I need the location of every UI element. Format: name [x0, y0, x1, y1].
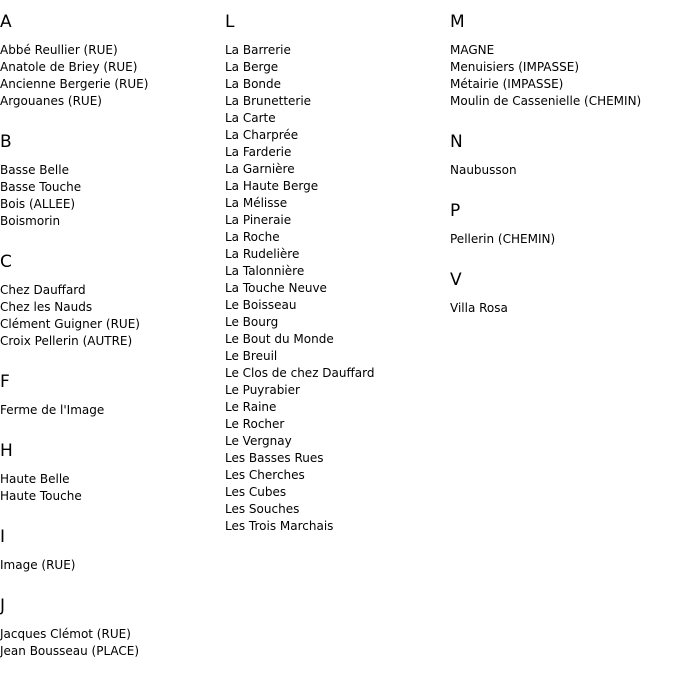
street-link[interactable]: Les Cherches [225, 468, 305, 482]
street-list-item [450, 59, 672, 76]
street-link[interactable]: Croix Pellerin (AUTRE) [0, 334, 133, 348]
street-list-item [225, 399, 447, 416]
letter-group [0, 527, 222, 574]
street-link[interactable]: La Talonnière [225, 264, 305, 278]
street-list-item [225, 42, 447, 59]
street-link[interactable]: Abbé Reullier (RUE) [0, 43, 118, 57]
street-link[interactable]: La Touche Neuve [225, 281, 327, 295]
street-link[interactable]: Ferme de l'Image [0, 403, 105, 417]
street-link[interactable]: La Haute Berge [225, 179, 319, 193]
street-link[interactable]: Le Breuil [225, 349, 278, 363]
street-link[interactable]: La Garnière [225, 162, 295, 176]
street-link[interactable]: Le Rocher [225, 417, 285, 431]
letter-group [0, 252, 222, 350]
street-list [0, 162, 222, 230]
street-link[interactable]: La Mélisse [225, 196, 288, 210]
street-list-item [0, 333, 222, 350]
street-link[interactable]: Le Boisseau [225, 298, 297, 312]
street-list-item [225, 195, 447, 212]
street-link[interactable]: Le Puyrabier [225, 383, 300, 397]
street-link[interactable]: Les Basses Rues [225, 451, 324, 465]
street-list-item [450, 300, 672, 317]
street-link[interactable]: Basse Belle [0, 163, 69, 177]
street-list-item [450, 93, 672, 110]
street-link[interactable]: La Brunetterie [225, 94, 312, 108]
street-list-item [225, 314, 447, 331]
street-list-item [0, 643, 222, 660]
street-link[interactable]: Haute Touche [0, 489, 82, 503]
street-list-item [225, 178, 447, 195]
street-list-item [225, 518, 447, 535]
letter-group [0, 12, 222, 110]
street-list-item [0, 179, 222, 196]
street-list-item [0, 76, 222, 93]
street-list [450, 162, 672, 179]
letter-heading: J [0, 596, 6, 616]
street-list-item [450, 162, 672, 179]
letter-group [225, 12, 447, 535]
letter-group [450, 132, 672, 179]
street-list [450, 300, 672, 317]
street-link[interactable]: Jean Bousseau (PLACE) [0, 644, 140, 658]
street-link[interactable]: Bois (ALLEE) [0, 197, 76, 211]
street-link[interactable]: Moulin de Cassenielle (CHEMIN) [450, 94, 642, 108]
letter-heading: I [0, 527, 6, 547]
street-link[interactable]: La Carte [225, 111, 276, 125]
street-list-item [450, 76, 672, 93]
street-link[interactable]: La Charprée [225, 128, 299, 142]
letter-group [0, 132, 222, 230]
street-link[interactable]: La Bonde [225, 77, 282, 91]
street-link[interactable]: Ancienne Bergerie (RUE) [0, 77, 149, 91]
street-link[interactable]: La Roche [225, 230, 280, 244]
street-list-item [225, 450, 447, 467]
street-link[interactable]: Boismorin [0, 214, 61, 228]
street-list-item [0, 282, 222, 299]
street-list-item [225, 280, 447, 297]
street-list-item [0, 402, 222, 419]
street-list-item [225, 93, 447, 110]
street-list-item [225, 467, 447, 484]
street-list-item [0, 299, 222, 316]
street-link[interactable]: Le Raine [225, 400, 277, 414]
street-list-item [225, 161, 447, 178]
letter-heading: M [450, 12, 465, 32]
street-list-item [225, 263, 447, 280]
letter-group [0, 441, 222, 505]
street-list-item [450, 231, 672, 248]
street-link[interactable]: Le Bout du Monde [225, 332, 334, 346]
street-list-item [225, 127, 447, 144]
street-list-item [0, 162, 222, 179]
street-list-item [225, 484, 447, 501]
letter-group [0, 596, 222, 660]
street-link[interactable]: Naubusson [450, 163, 517, 177]
letter-heading: P [450, 201, 461, 221]
letter-heading: L [225, 12, 235, 32]
street-list [0, 626, 222, 660]
street-list [450, 42, 672, 110]
street-list-item [0, 316, 222, 333]
street-list-item [0, 471, 222, 488]
street-list-item [225, 331, 447, 348]
street-list-item [225, 76, 447, 93]
street-link[interactable]: Argouanes (RUE) [0, 94, 102, 108]
street-list [0, 42, 222, 110]
street-link[interactable]: Haute Belle [0, 472, 70, 486]
street-list-item [225, 59, 447, 76]
street-link[interactable]: Clément Guigner (RUE) [0, 317, 140, 331]
letter-group [450, 201, 672, 248]
street-link[interactable]: La Pineraie [225, 213, 292, 227]
street-link[interactable]: Métairie (IMPASSE) [450, 77, 564, 91]
street-link[interactable]: La Farderie [225, 145, 292, 159]
street-link[interactable]: Pellerin (CHEMIN) [450, 232, 556, 246]
street-link[interactable]: Basse Touche [0, 180, 82, 194]
street-link[interactable]: Le Bourg [225, 315, 279, 329]
street-link[interactable]: Le Clos de chez Dauffard [225, 366, 375, 380]
street-link[interactable]: La Barrerie [225, 43, 291, 57]
street-index-column-1 [0, 0, 222, 682]
street-list-item [0, 557, 222, 574]
letter-heading: C [0, 252, 12, 272]
street-list-item [0, 626, 222, 643]
street-link[interactable]: La Rudelière [225, 247, 300, 261]
street-link[interactable]: Les Souches [225, 502, 300, 516]
street-list-item [0, 488, 222, 505]
street-list-item [0, 196, 222, 213]
letter-heading: N [450, 132, 463, 152]
letter-heading: B [0, 132, 12, 152]
street-list [0, 471, 222, 505]
street-list-item [225, 297, 447, 314]
letter-group [0, 372, 222, 419]
street-list-item [0, 93, 222, 110]
street-list [0, 282, 222, 350]
street-list-item [225, 416, 447, 433]
street-list [450, 231, 672, 248]
street-list-item [0, 42, 222, 59]
street-link[interactable]: Le Vergnay [225, 434, 292, 448]
street-list-item [225, 501, 447, 518]
street-list-item [225, 246, 447, 263]
street-list [225, 42, 447, 535]
street-list-item [225, 382, 447, 399]
street-link[interactable]: MAGNE [450, 43, 495, 57]
street-list-item [225, 433, 447, 450]
street-link[interactable]: Villa Rosa [450, 301, 508, 315]
street-link[interactable]: Jacques Clémot (RUE) [0, 627, 131, 641]
street-list-item [225, 229, 447, 246]
street-link[interactable]: La Berge [225, 60, 279, 74]
street-list [0, 557, 222, 574]
street-list-item [225, 348, 447, 365]
street-list-item [225, 212, 447, 229]
street-link[interactable]: Chez les Nauds [0, 300, 93, 314]
street-list-item [225, 144, 447, 161]
street-link[interactable]: Menuisiers (IMPASSE) [450, 60, 579, 74]
street-list-item [0, 59, 222, 76]
street-list-item [0, 213, 222, 230]
letter-group [450, 270, 672, 317]
street-index-column-3 [450, 0, 672, 339]
letter-heading: H [0, 441, 13, 461]
letter-heading: F [0, 372, 10, 392]
street-link[interactable]: Chez Dauffard [0, 283, 86, 297]
street-list [0, 402, 222, 419]
letter-heading: A [0, 12, 12, 32]
letter-group [450, 12, 672, 110]
street-list-item [225, 365, 447, 382]
letter-heading: V [450, 270, 462, 290]
street-index-column-2 [225, 0, 447, 557]
street-link[interactable]: Image (RUE) [0, 558, 76, 572]
street-list-item [225, 110, 447, 127]
street-link[interactable]: Anatole de Briey (RUE) [0, 60, 138, 74]
street-link[interactable]: Les Trois Marchais [225, 519, 334, 533]
street-list-item [450, 42, 672, 59]
street-link[interactable]: Les Cubes [225, 485, 287, 499]
